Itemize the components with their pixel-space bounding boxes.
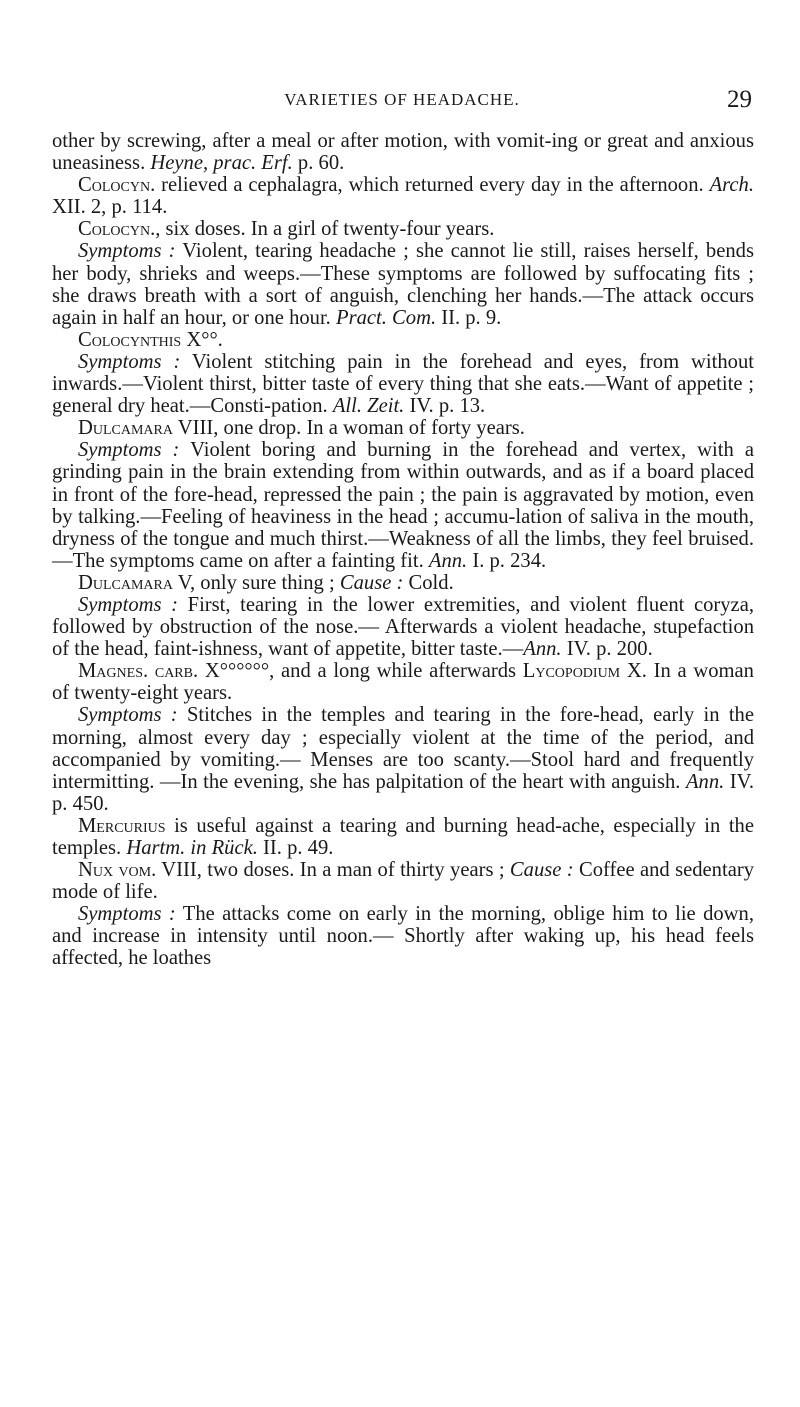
- italic-text: Pract. Com.: [335, 306, 437, 329]
- paragraph: [52, 815, 754, 859]
- italic-text: Symptoms :: [78, 439, 180, 462]
- text-run: X°°.: [181, 328, 223, 351]
- text-run: Coffee and sedentary mode of life.: [52, 859, 754, 904]
- remedy-name: Magnes. carb.: [78, 660, 199, 683]
- text-run: IV. p. 200.: [561, 638, 653, 661]
- paragraph: [52, 218, 754, 240]
- italic-text: All. Zeit.: [332, 395, 405, 418]
- text-run: , six doses. In a girl of twenty-four years.: [155, 218, 495, 241]
- running-head: VARIETIES OF HEADACHE.: [284, 90, 520, 109]
- italic-text: Symptoms :: [78, 593, 178, 616]
- text-run: The attacks come on early in the morning, oblige him to lie down, and increase in intensity until noon.— Shortly after waking up, his head feels affected, he loathes: [52, 903, 754, 970]
- paragraph: [52, 351, 754, 417]
- text-run: X. In a woman of twenty-eight years.: [52, 660, 754, 705]
- paragraph: [52, 594, 754, 660]
- text-run: First, tearing in the lower extremities, and violent fluent coryza, followed by obstruction of the nose.— Afterwards a violent headache, stupefaction of the head, faint-ishness, want of appetite, bitter taste.—: [52, 593, 754, 661]
- page-header: [52, 86, 752, 126]
- paragraph: [52, 417, 754, 439]
- italic-text: Hartm. in Rück.: [126, 837, 258, 859]
- paragraph: [52, 439, 754, 572]
- italic-text: Cause :: [509, 859, 574, 882]
- text-run: I. p. 234.: [467, 549, 547, 572]
- italic-text: Cause :: [339, 571, 404, 594]
- italic-text: Ann.: [523, 638, 562, 661]
- italic-text: Ann.: [428, 549, 468, 572]
- text-run: Violent, tearing headache ; she cannot lie still, raises herself, bends her body, shrieks and weeps.—These symptoms are followed by suffocating fits ; she draws breath with a sort of anguish, clenching her hands.—The attack occurs again in half an hour, or one hour.: [52, 240, 754, 329]
- remedy-name: Nux vom.: [78, 859, 157, 882]
- text-run: Stitches in the temples and tearing in the fore-head, early in the morning, almost every day ; especially violent at the time of the period, and accompanied by vomiting.— Menses are too scanty.—Stool hard and frequently intermitting. —In the evening, she has palpitation of the heart with anguish.: [52, 704, 754, 793]
- text-run: Cold.: [403, 571, 454, 594]
- italic-text: Heyne, prac. Erf.: [150, 152, 293, 175]
- italic-text: Arch.: [709, 174, 754, 197]
- text-run: relieved a cephalagra, which returned every day in the afternoon.: [155, 174, 710, 197]
- remedy-name: Mercurius: [78, 814, 166, 837]
- page-body: [52, 130, 754, 970]
- text-run: XII. 2, p. 114.: [52, 196, 168, 219]
- paragraph: [52, 329, 754, 351]
- text-run: IV. p. 13.: [404, 395, 486, 418]
- paragraph: [52, 660, 754, 704]
- remedy-name: Colocyn.: [78, 174, 156, 197]
- italic-text: Symptoms :: [78, 350, 181, 373]
- text-run: X°°°°°°, and a long while afterwards: [198, 660, 523, 683]
- text-run: other by screwing, after a meal or after motion, with vomit-ing or great and anxious uneasiness.: [52, 130, 754, 175]
- paragraph: [52, 704, 754, 814]
- remedy-name: Lycopodium: [522, 660, 621, 683]
- paragraph: [52, 240, 754, 328]
- paragraph: [52, 174, 754, 218]
- remedy-name: Dulcamara: [78, 417, 173, 440]
- text-run: II. p. 9.: [436, 306, 502, 329]
- remedy-name: Colocynthis: [78, 328, 182, 351]
- text-run: p. 60.: [292, 152, 345, 175]
- page-number: 29: [727, 86, 752, 113]
- paragraph: [52, 903, 754, 969]
- italic-text: Ann.: [685, 770, 725, 793]
- text-run: is useful against a tearing and burning head-ache, especially in the temples.: [52, 814, 754, 859]
- text-run: II. p. 49.: [257, 837, 334, 859]
- text-run: IV. p. 450.: [52, 770, 754, 815]
- italic-text: Symptoms :: [78, 903, 176, 926]
- italic-text: Symptoms :: [78, 240, 176, 263]
- italic-text: Symptoms :: [78, 704, 178, 727]
- text-run: V, only sure thing ;: [173, 571, 340, 594]
- text-run: Violent stitching pain in the forehead and eyes, from without inwards.—Violent thirst, bitter taste of every thing that she eats.—Want of appetite ; general dry heat.—Consti-pation.: [52, 350, 754, 418]
- text-run: Violent boring and burning in the forehead and vertex, with a grinding pain in the brain extending from within outwards, and as if a board placed in front of the fore-head, repressed the pain ; the pain is aggravated by motion, even by talking.—Feeling of heaviness in the head ; accumu-lation of saliva in the mouth, dryness of the tongue and much thirst.—Weakness of all the limbs, they feel bruised.—The symptoms came on after a fainting fit.: [52, 439, 754, 572]
- paragraph: [52, 572, 754, 594]
- remedy-name: Dulcamara: [78, 571, 173, 594]
- paragraph: [52, 859, 754, 903]
- text-run: VIII, two doses. In a man of thirty years ;: [156, 859, 510, 882]
- text-run: VIII, one drop. In a woman of forty years.: [173, 417, 525, 440]
- remedy-name: Colocyn.: [78, 218, 156, 241]
- paragraph: [52, 130, 754, 174]
